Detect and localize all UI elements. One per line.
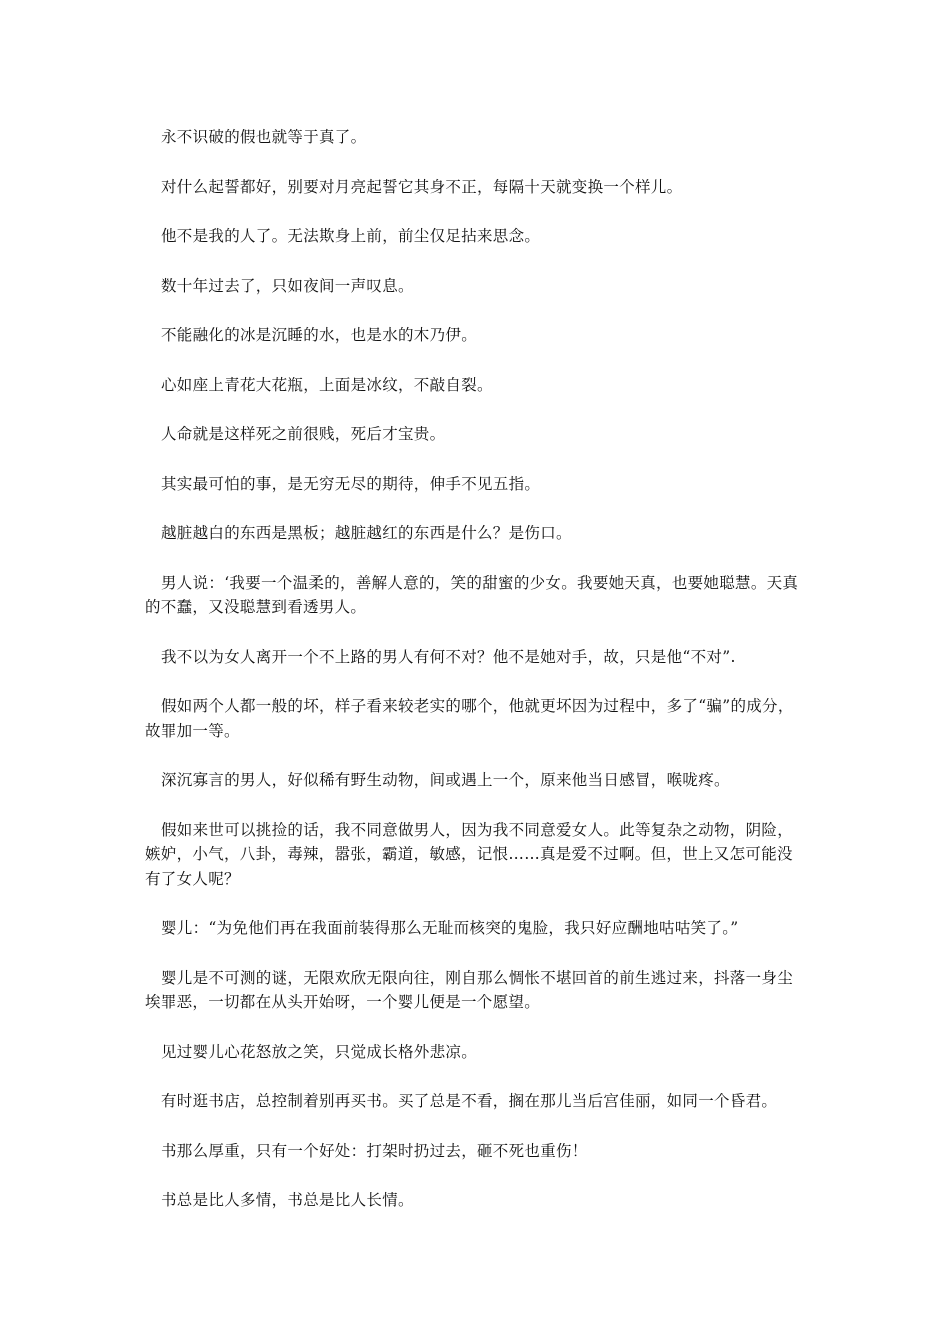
paragraph: 数十年过去了，只如夜间一声叹息。 (161, 276, 414, 295)
paragraph: 见过婴儿心花怒放之笑，只觉成长格外悲凉。 (161, 1042, 478, 1061)
paragraph: 不能融化的冰是沉睡的水，也是水的木乃伊。 (161, 326, 478, 344)
paragraph: 书总是比人多情，书总是比人长情。 (161, 1191, 414, 1209)
paragraph: 其实最可怕的事，是无穷无尽的期待，伸手不见五指。 (161, 474, 541, 493)
paragraph: 假如来世可以挑捡的话，我不同意做男人，因为我不同意爱女人。此等复杂之动物，阴险，嫉妒，小气，八卦，毒辣，嚣张，霸道，敏感，记恨……真是爱不过啊。但，世上又怎可能没有了女人呢？ (145, 820, 794, 888)
paragraph: 对什么起誓都好，别要对月亮起誓它其身不正，每隔十天就变换一个样儿。 (161, 177, 683, 196)
paragraph: 婴儿是不可测的谜，无限欢欣无限向往，刚自那么惆怅不堪回首的前生逃过来，抖落一身尘埃罪恶，一切都在从头开始呀，一个婴儿便是一个愿望。 (145, 968, 794, 1011)
paragraph: 婴儿：“为免他们再在我面前装得那么无耻而核突的鬼脸，我只好应酬地咕咕笑了。” (161, 919, 739, 937)
paragraph: 假如两个人都一般的坏，样子看来较老实的哪个，他就更坏因为过程中，多了“骗”的成分，故罪加一等。 (145, 697, 794, 740)
paragraph: 永不识破的假也就等于真了。 (161, 128, 367, 146)
paragraph: 我不以为女人离开一个不上路的男人有何不对？他不是她对手，故，只是他“不对”. (161, 647, 736, 666)
paragraph: 他不是我的人了。无法欺身上前，前尘仅足拈来思念。 (161, 227, 541, 245)
paragraph: 心如座上青花大花瓶，上面是冰纹，不敲自裂。 (161, 375, 493, 394)
paragraph: 深沉寡言的男人，好似稀有野生动物，间或遇上一个，原来他当日感冒，喉咙疼。 (161, 771, 730, 789)
document-body (145, 125, 807, 1238)
paragraph: 人命就是这样死之前很贱，死后才宝贵。 (161, 425, 446, 443)
paragraph: 越脏越白的东西是黑板；越脏越红的东西是什么？是伤口。 (161, 524, 572, 542)
paragraph: 书那么厚重，只有一个好处：打架时扔过去，砸不死也重伤！ (161, 1141, 588, 1160)
paragraph: 有时逛书店，总控制着别再买书。买了总是不看，搁在那儿当后宫佳丽，如同一个昏君。 (161, 1092, 778, 1110)
paragraph: 男人说：‘我要一个温柔的，善解人意的，笑的甜蜜的少女。我要她天真，也要她聪慧。天真的不蠢，又没聪慧到看透男人。 (145, 573, 799, 616)
